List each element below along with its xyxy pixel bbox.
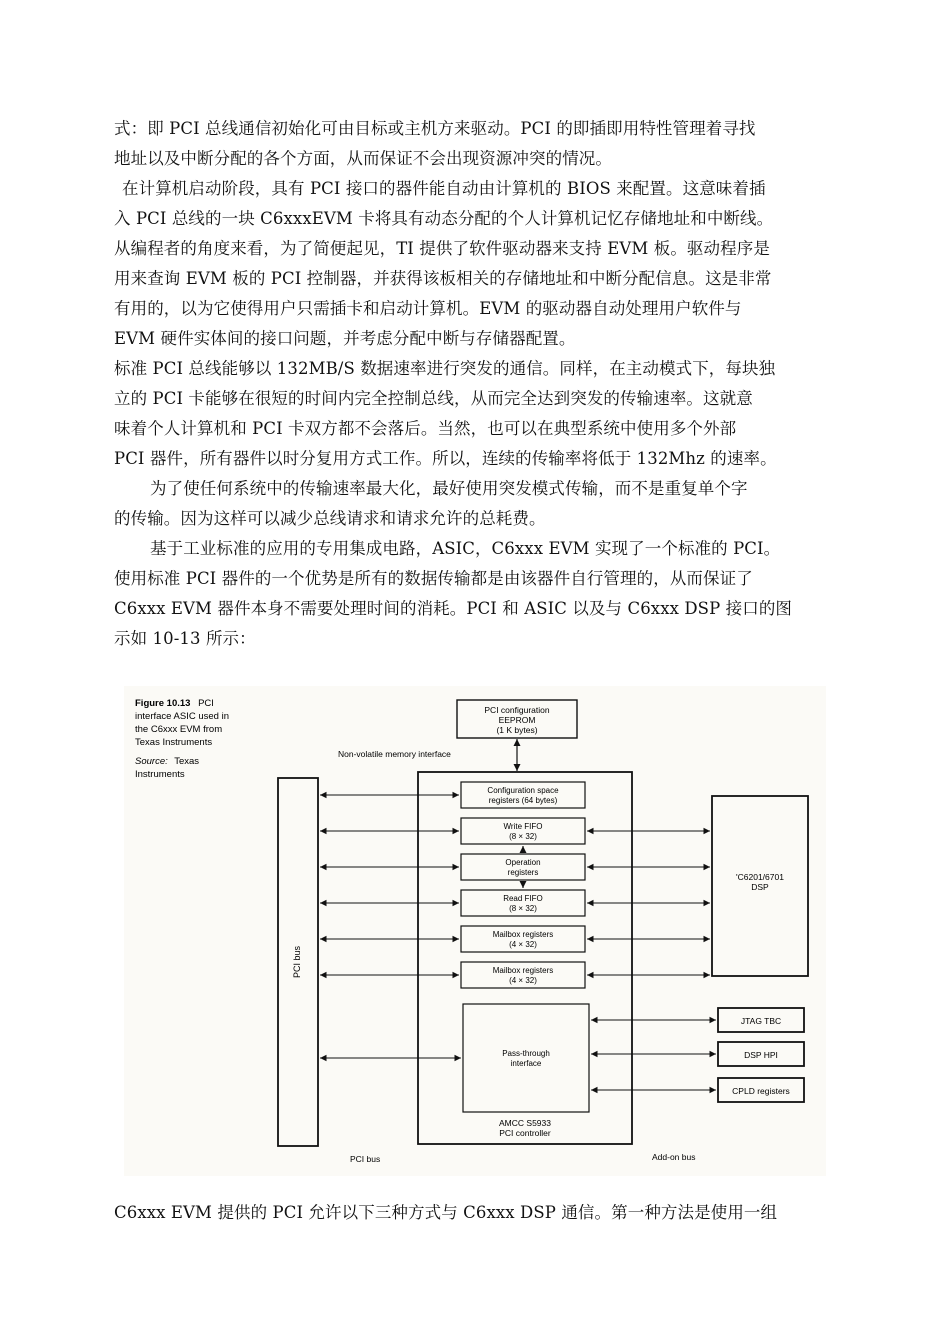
paragraph-burst-rate — [114, 354, 844, 474]
text-line: 入 PCI 总线的一块 C6xxxEVM 卡将具有动态分配的个人计算机记忆存储地址和中断线。 — [114, 209, 774, 228]
pci-bus-vertical-label: PCI bus — [292, 945, 302, 979]
text-line: EVM 硬件实体间的接口问题，并考虑分配中断与存储器配置。 — [114, 329, 576, 348]
source-line: Texas — [174, 756, 200, 767]
source-line: Instruments — [135, 769, 185, 780]
mailbox-registers-1-label: Mailbox registers — [492, 930, 554, 939]
figure-pci-interface-asic — [124, 686, 826, 1176]
text-line: 立的 PCI 卡能够在很短的时间内完全控制总线，从而完全达到突发的传输速率。这就意 — [114, 389, 753, 408]
caption-line: PCI — [198, 698, 214, 709]
paragraph-asic — [114, 534, 844, 654]
controller-label: PCI controller — [499, 1128, 551, 1138]
eeprom-label: (1 K bytes) — [496, 725, 538, 735]
pass-through-label: Pass-through — [502, 1049, 550, 1058]
text-line: 示如 10-13 所示： — [114, 629, 256, 648]
text-line: 地址以及中断分配的各个方面，从而保证不会出现资源冲突的情况。 — [114, 149, 612, 168]
body-text-bottom — [114, 1198, 844, 1228]
text-line: 的传输。因为这样可以减少总线请求和请求允许的总耗费。 — [114, 509, 546, 528]
text-line: 用来查询 EVM 板的 PCI 控制器，并获得该板相关的存储地址和中断分配信息。这是非常 — [114, 269, 772, 288]
text-line: 使用标准 PCI 器件的一个优势是所有的数据传输都是由该器件自行管理的，从而保证了 — [114, 569, 753, 588]
operation-registers-label: Operation — [505, 858, 541, 867]
text-line: 有用的，以为它使得用户只需插卡和启动计算机。EVM 的驱动器自动处理用户软件与 — [114, 299, 742, 318]
jtag-tbc-label: JTAG TBC — [740, 1016, 782, 1026]
nvm-interface-label: Non-volatile memory interface — [338, 749, 451, 759]
block-diagram — [124, 686, 826, 1176]
paragraph-burst-mode — [114, 474, 844, 534]
operation-registers-label: registers — [507, 868, 539, 877]
dsp-hpi-label: DSP HPI — [744, 1050, 778, 1060]
paragraph-plug-and-play — [114, 114, 844, 174]
text-line: 标准 PCI 总线能够以 132MB/S 数据速率进行突发的通信。同样，在主动模式下，每块独 — [114, 359, 776, 378]
read-fifo-label: (8 × 32) — [509, 904, 537, 913]
dsp-label: 'C6201/6701 — [736, 872, 784, 882]
body-text-top — [114, 114, 844, 654]
text-line: PCI 器件，所有器件以时分复用方式工作。所以，连续的传输率将低于 132Mhz 的速率。 — [114, 449, 777, 468]
pass-through-box — [463, 1004, 589, 1112]
caption-title: Figure 10.13 — [135, 698, 191, 709]
dsp-label: DSP — [751, 882, 769, 892]
caption-line: the C6xxx EVM from — [135, 724, 223, 735]
cpld-registers-label: CPLD registers — [732, 1086, 790, 1096]
eeprom-label: EEPROM — [498, 715, 536, 725]
caption-source — [135, 756, 199, 767]
write-fifo-label: (8 × 32) — [509, 832, 537, 841]
text-line: 在计算机启动阶段，具有 PCI 接口的器件能自动由计算机的 BIOS 来配置。这意味着插 — [122, 179, 766, 198]
text-line: 式：即 PCI 总线通信初始化可由目标或主机方来驱动。PCI 的即插即用特性管理着寻找 — [114, 119, 756, 138]
mailbox-registers-1-label: (4 × 32) — [509, 940, 537, 949]
mailbox-registers-2-label: (4 × 32) — [509, 976, 537, 985]
text-line: 基于工业标准的应用的专用集成电路，ASIC，C6xxx EVM 实现了一个标准的 PCI。 — [150, 539, 781, 558]
pass-through-label: interface — [510, 1059, 542, 1068]
config-registers-label: Configuration space — [487, 786, 559, 795]
caption-line: Texas Instruments — [135, 737, 213, 748]
text-line: C6xxx EVM 提供的 PCI 允许以下三种方式与 C6xxx DSP 通信。第一种方法是使用一组 — [114, 1203, 778, 1222]
write-fifo-label: Write FIFO — [503, 822, 543, 831]
text-line: 从编程者的角度来看，为了简便起见，TI 提供了软件驱动器来支持 EVM 板。驱动程序是 — [114, 239, 770, 258]
source-label: Source: — [135, 756, 168, 767]
mailbox-registers-2-label: Mailbox registers — [492, 966, 554, 975]
pci-bus-bottom-label: PCI bus — [350, 1154, 381, 1164]
config-registers-label: registers (64 bytes) — [488, 796, 558, 805]
text-line: 味着个人计算机和 PCI 卡双方都不会落后。当然，也可以在典型系统中使用多个外部 — [114, 419, 737, 438]
eeprom-label: PCI configuration — [484, 705, 550, 715]
figure-caption — [135, 698, 214, 709]
addon-bus-label: Add-on bus — [652, 1152, 696, 1162]
text-line: 为了使任何系统中的传输速率最大化，最好使用突发模式传输，而不是重复单个字 — [150, 479, 748, 498]
caption-line: interface ASIC used in — [135, 711, 229, 722]
text-line: C6xxx EVM 器件本身不需要处理时间的消耗。PCI 和 ASIC 以及与 C6xxx DSP 接口的图 — [114, 599, 793, 618]
paragraph-bios-config — [114, 174, 844, 354]
read-fifo-label: Read FIFO — [503, 894, 543, 903]
controller-label: AMCC S5933 — [499, 1118, 551, 1128]
